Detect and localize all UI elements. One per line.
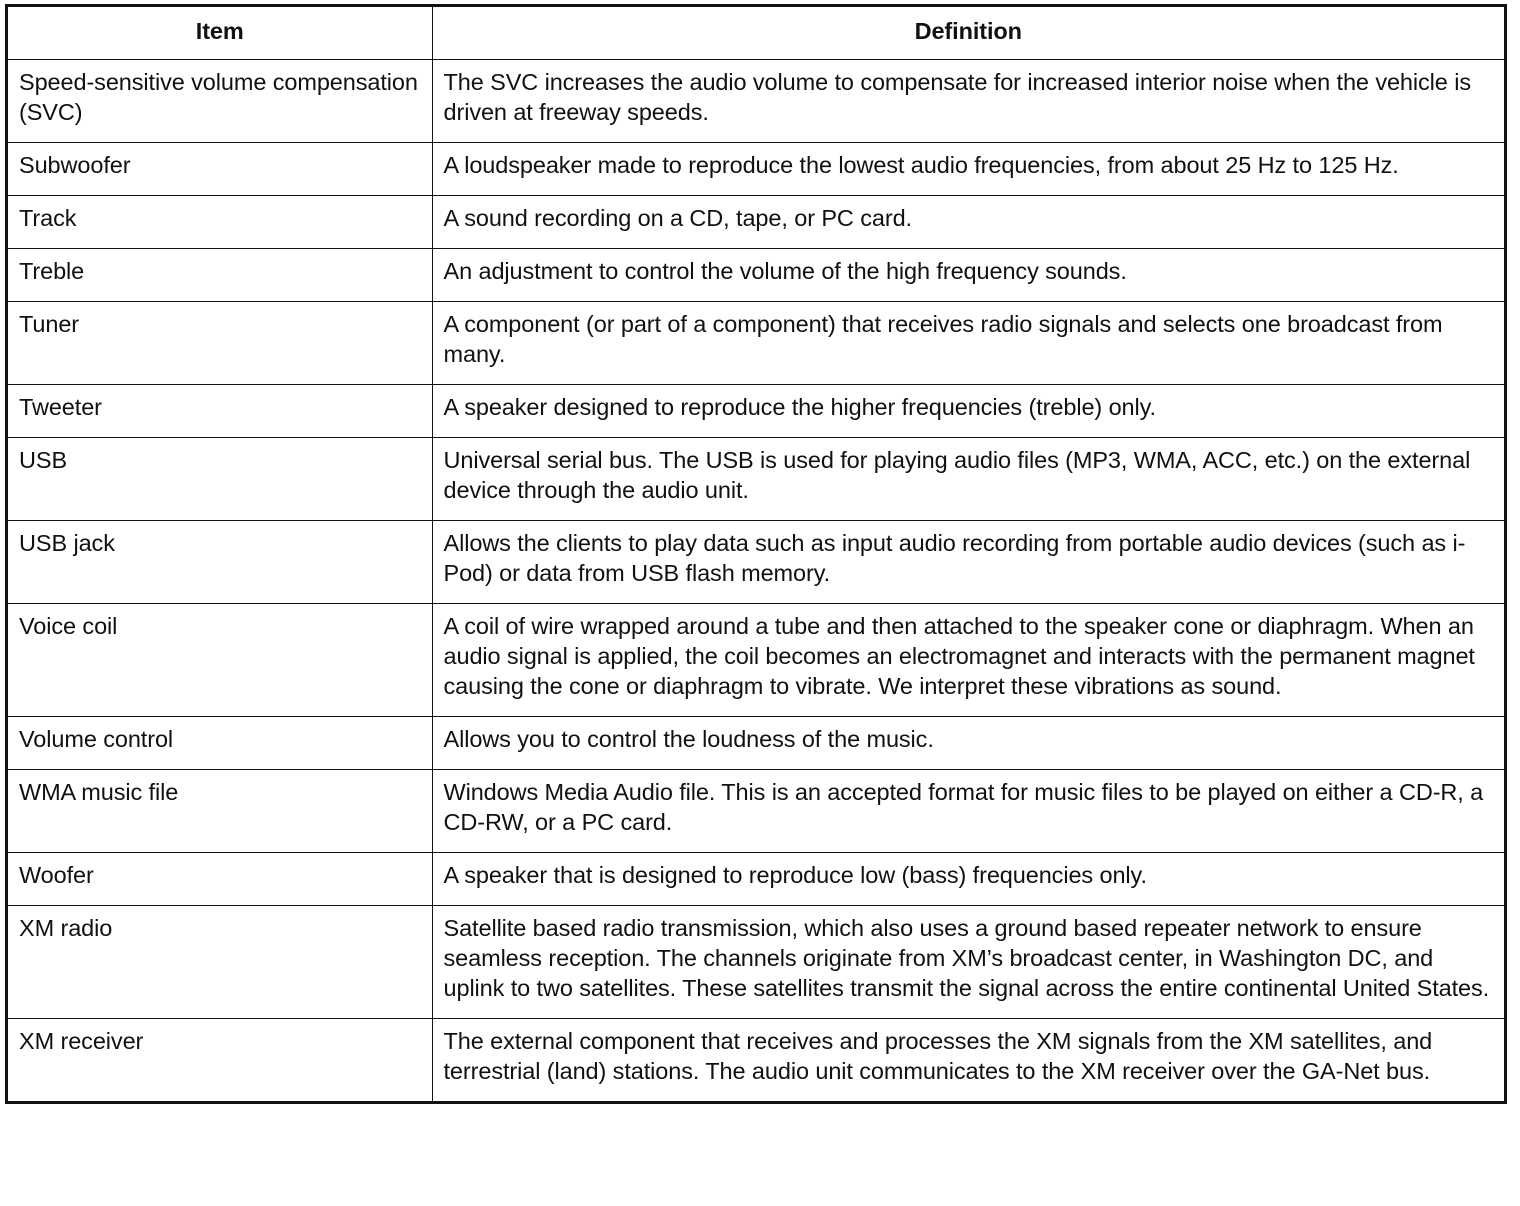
definition-cell: Universal serial bus. The USB is used for playing audio files (MP3, WMA, ACC, etc.) on the external device through the audio unit. bbox=[432, 437, 1504, 520]
item-cell: WMA music file bbox=[8, 769, 432, 852]
definition-cell: Windows Media Audio file. This is an accepted format for music files to be played on either a CD-R, a CD-RW, or a PC card. bbox=[432, 769, 1504, 852]
column-header-item: Item bbox=[8, 7, 432, 59]
table-row bbox=[8, 852, 1504, 905]
item-cell: XM receiver bbox=[8, 1018, 432, 1101]
definition-cell: A loudspeaker made to reproduce the lowest audio frequencies, from about 25 Hz to 125 Hz. bbox=[432, 142, 1504, 195]
definitions-table bbox=[8, 7, 1504, 1101]
item-cell: Volume control bbox=[8, 716, 432, 769]
item-cell: Speed-sensitive volume compensation (SVC) bbox=[8, 59, 432, 142]
table-row bbox=[8, 603, 1504, 716]
definition-cell: The SVC increases the audio volume to compensate for increased interior noise when the vehicle is driven at freeway speeds. bbox=[432, 59, 1504, 142]
item-cell: Track bbox=[8, 195, 432, 248]
table-row bbox=[8, 384, 1504, 437]
item-cell: Tuner bbox=[8, 301, 432, 384]
definition-cell: A speaker that is designed to reproduce low (bass) frequencies only. bbox=[432, 852, 1504, 905]
table-row bbox=[8, 142, 1504, 195]
item-cell: Subwoofer bbox=[8, 142, 432, 195]
table-row bbox=[8, 520, 1504, 603]
table-row bbox=[8, 716, 1504, 769]
table-row bbox=[8, 59, 1504, 142]
definition-cell: A speaker designed to reproduce the higher frequencies (treble) only. bbox=[432, 384, 1504, 437]
item-cell: XM radio bbox=[8, 905, 432, 1018]
definition-cell: Allows the clients to play data such as input audio recording from portable audio devices (such as i-Pod) or data from USB flash memory. bbox=[432, 520, 1504, 603]
table-header-row bbox=[8, 7, 1504, 59]
definition-cell: A component (or part of a component) that receives radio signals and selects one broadcast from many. bbox=[432, 301, 1504, 384]
item-cell: Woofer bbox=[8, 852, 432, 905]
table-row bbox=[8, 905, 1504, 1018]
item-cell: Voice coil bbox=[8, 603, 432, 716]
table-row bbox=[8, 769, 1504, 852]
definition-cell: A coil of wire wrapped around a tube and then attached to the speaker cone or diaphragm. When an audio signal is applied, the coil becomes an electromagnet and interacts with the permanent magnet causing the cone or diaphragm to vibrate. We interpret these vibrations as sound. bbox=[432, 603, 1504, 716]
table-row bbox=[8, 195, 1504, 248]
definitions-table-container bbox=[5, 4, 1507, 1104]
table-row bbox=[8, 437, 1504, 520]
column-header-definition: Definition bbox=[432, 7, 1504, 59]
item-cell: Tweeter bbox=[8, 384, 432, 437]
table-row bbox=[8, 301, 1504, 384]
definition-cell: The external component that receives and processes the XM signals from the XM satellites, and terrestrial (land) stations. The audio unit communicates to the XM receiver over the GA-Net bus. bbox=[432, 1018, 1504, 1101]
table-row bbox=[8, 248, 1504, 301]
definition-cell: An adjustment to control the volume of the high frequency sounds. bbox=[432, 248, 1504, 301]
definition-cell: Satellite based radio transmission, which also uses a ground based repeater network to ensure seamless reception. The channels originate from XM’s broadcast center, in Washington DC, and uplink to two satellites. These satellites transmit the signal across the entire continental United States. bbox=[432, 905, 1504, 1018]
definition-cell: Allows you to control the loudness of the music. bbox=[432, 716, 1504, 769]
table-row bbox=[8, 1018, 1504, 1101]
item-cell: Treble bbox=[8, 248, 432, 301]
item-cell: USB jack bbox=[8, 520, 432, 603]
item-cell: USB bbox=[8, 437, 432, 520]
definition-cell: A sound recording on a CD, tape, or PC card. bbox=[432, 195, 1504, 248]
